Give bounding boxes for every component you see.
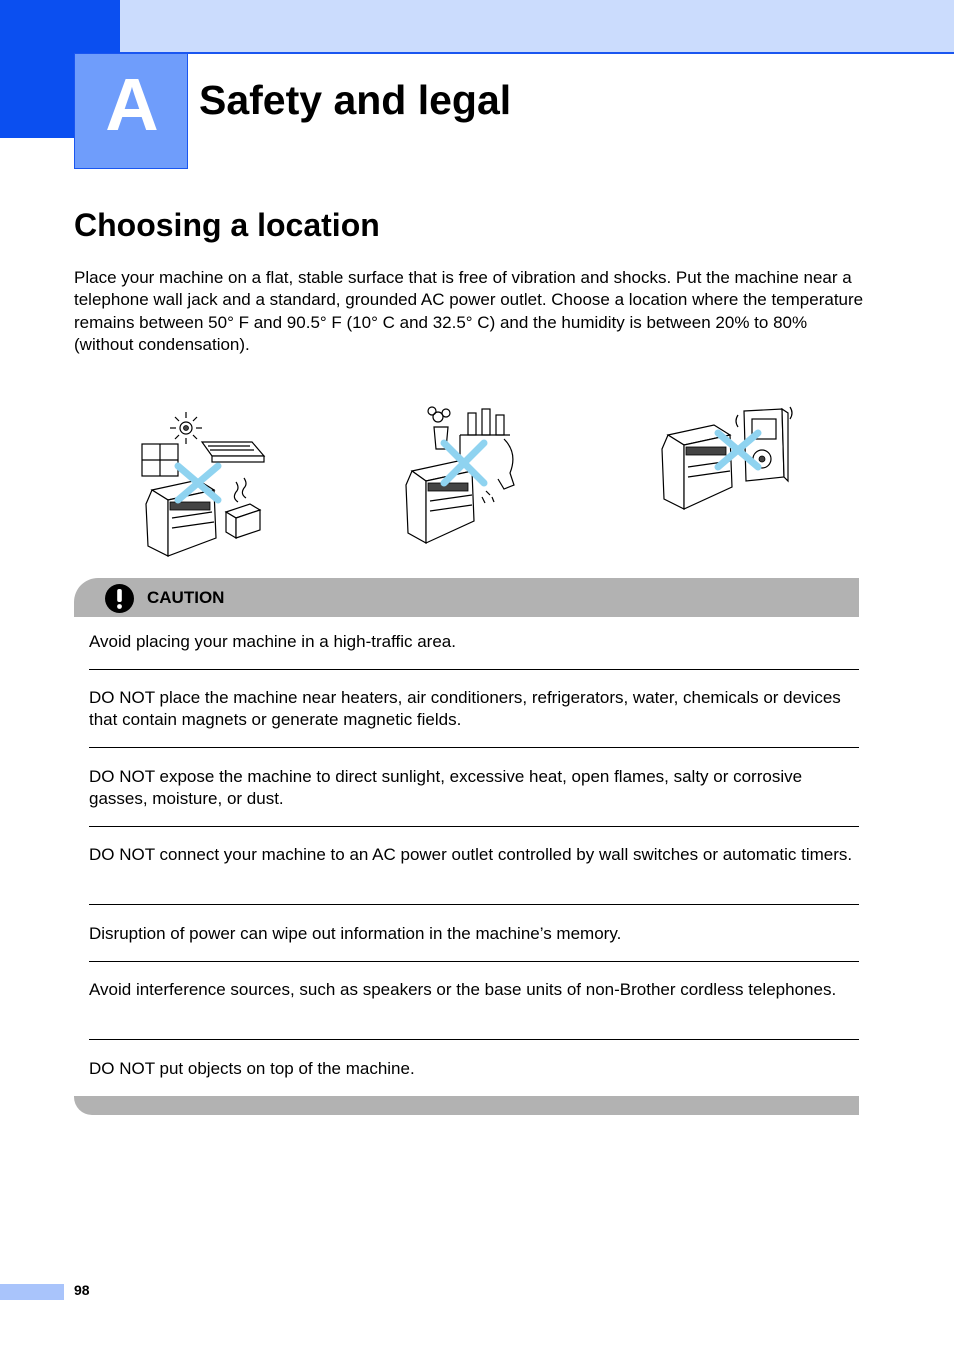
caution-item: DO NOT expose the machine to direct sunlight, excessive heat, open flames, salty or corrosive gasses, moisture, or dust. [89, 767, 803, 809]
caution-item: DO NOT place the machine near heaters, air conditioners, refrigerators, water, chemicals or devices that contain magnets or generate magnetic fields. [89, 688, 841, 730]
illustration-objects-chemicals [400, 405, 530, 550]
caution-item: DO NOT put objects on top of the machine. [89, 1059, 415, 1078]
caution-header [74, 578, 859, 617]
illustration-magnetic-interference [658, 405, 798, 515]
divider [89, 747, 859, 748]
caution-item: DO NOT connect your machine to an AC power outlet controlled by wall switches or automatic timers. [89, 845, 853, 864]
header-band [120, 0, 954, 54]
divider [89, 1039, 859, 1040]
page-number: 98 [74, 1282, 90, 1298]
caution-item: Avoid placing your machine in a high-traffic area. [89, 632, 456, 651]
divider [89, 904, 859, 905]
section-title: Choosing a location [74, 207, 380, 243]
divider [89, 826, 859, 827]
caution-footer [74, 1096, 859, 1115]
intro-paragraph: Place your machine on a flat, stable surface that is free of vibration and shocks. Put the machine near a telephone wall jack and a standard, grounded AC power outlet. Choose a location where the temperature remains between 50° F and 90.5° F (10° C and 32.5° C) and the humidity is between 20% to 80% (without condensation). [74, 268, 864, 355]
chapter-title: Safety and legal [199, 77, 512, 123]
page-tab [0, 1284, 64, 1300]
divider [89, 669, 859, 670]
divider [89, 961, 859, 962]
caution-label: CAUTION [147, 588, 225, 607]
illustration-sunlight-heat-moisture [140, 408, 270, 563]
exclamation-icon [105, 584, 134, 613]
caution-item: Disruption of power can wipe out information in the machine’s memory. [89, 924, 622, 943]
chapter-marker [74, 53, 188, 169]
chapter-letter: A [105, 63, 159, 146]
caution-item: Avoid interference sources, such as speakers or the base units of non-Brother cordless telephones. [89, 980, 837, 999]
